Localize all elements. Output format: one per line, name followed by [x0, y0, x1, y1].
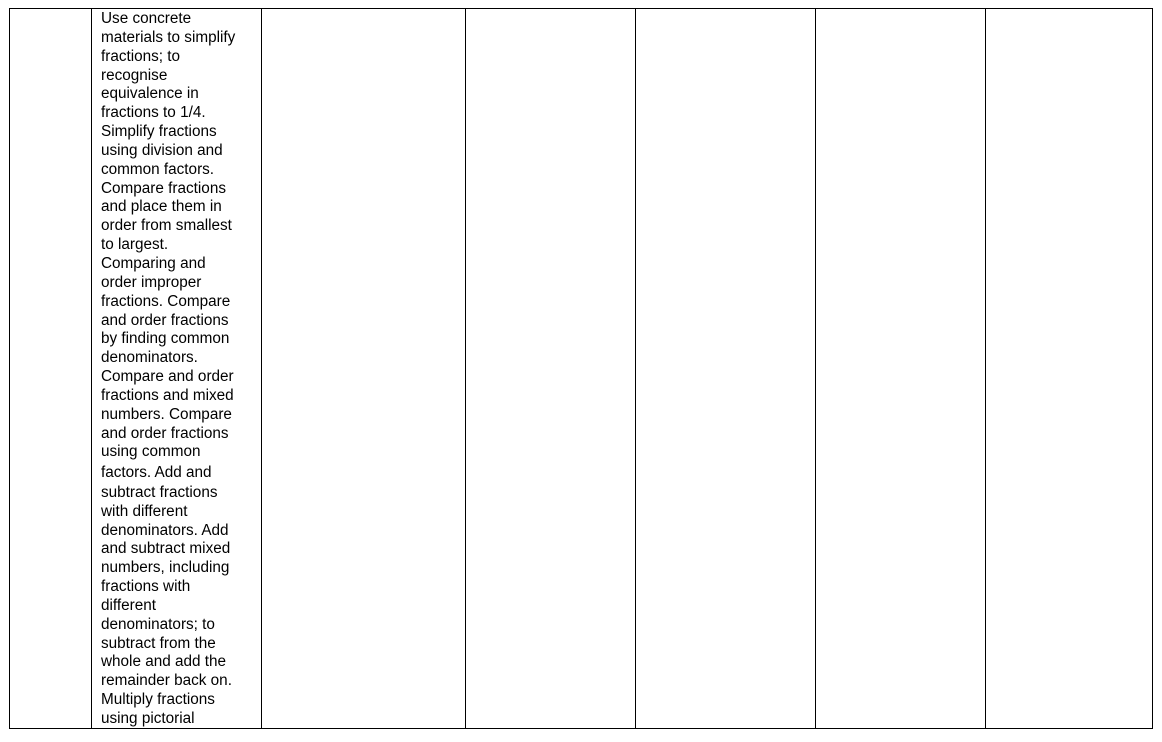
cell-text-line: and order fractions: [101, 311, 229, 329]
cell-text-line: fractions. Compare: [101, 292, 231, 310]
column-divider: [465, 9, 466, 728]
cell-text-line: fractions and mixed: [101, 386, 234, 404]
cell-text-line: numbers, including: [101, 559, 230, 577]
cell-text-line: Compare fractions: [101, 179, 226, 197]
cell-text-line: equivalence in: [101, 85, 199, 103]
cell-text-line: subtract from the: [101, 634, 216, 652]
cell-text-line: fractions to 1/4.: [101, 104, 206, 122]
column-divider: [635, 9, 636, 728]
cell-text-line: order from smallest: [101, 217, 232, 235]
cell-text-line: different: [101, 596, 156, 614]
cell-text-line: Comparing and: [101, 254, 206, 272]
cell-text-line: using pictorial: [101, 709, 195, 727]
cell-text-line: Multiply fractions: [101, 691, 215, 709]
cell-text-line: Use concrete: [101, 10, 192, 27]
cell-text-line: fractions with: [101, 578, 191, 596]
cell-text-line: subtract fractions: [101, 483, 218, 501]
cell-text-line: denominators. Add: [101, 521, 229, 539]
table: [9, 8, 1153, 729]
cell-text-line: to largest.: [101, 236, 169, 254]
cell-text-line: Simplify fractions: [101, 123, 217, 141]
table-cell-learning-objectives: [101, 10, 261, 728]
column-divider: [985, 9, 986, 728]
cell-text-line: numbers. Compare: [101, 405, 232, 423]
cell-text-line: Compare and order: [101, 368, 234, 386]
cell-text-line: with different: [101, 502, 188, 520]
cell-text-line: denominators.: [101, 349, 198, 367]
cell-text-line: remainder back on.: [101, 672, 232, 690]
cell-text-line: fractions; to: [101, 47, 181, 65]
column-divider: [91, 9, 92, 728]
cell-text-line: and order fractions: [101, 424, 229, 442]
cell-text-line: whole and add the: [101, 653, 227, 671]
cell-text-line: recognise: [101, 66, 168, 84]
cell-text-line: by finding common: [101, 330, 230, 348]
cell-text-line: and place them in: [101, 198, 222, 216]
cell-text-line: using division and: [101, 141, 223, 159]
cell-text-line: materials to simplify: [101, 28, 236, 46]
cell-text-line: and subtract mixed: [101, 540, 231, 558]
column-divider: [815, 9, 816, 728]
cell-text-line: factors. Add and: [101, 464, 212, 482]
cell-text-line: order improper: [101, 273, 202, 291]
cell-text-line: denominators; to: [101, 615, 215, 633]
column-divider: [261, 9, 262, 728]
cell-text-line: common factors.: [101, 160, 215, 178]
cell-text-line: using common: [101, 443, 201, 461]
